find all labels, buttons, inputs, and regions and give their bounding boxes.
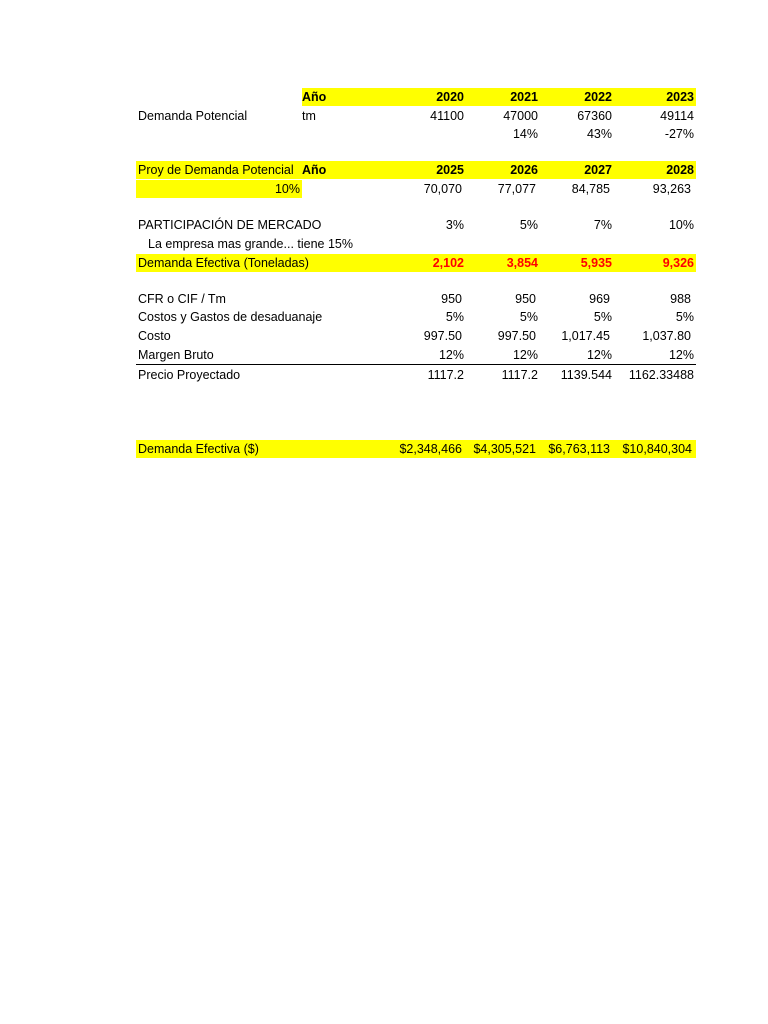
- proyeccion-row: [136, 180, 696, 198]
- row-label: Demanda Efectiva (Toneladas): [138, 256, 309, 270]
- demanda-efectiva-usd-row: [136, 440, 696, 458]
- year-cell: 2028: [666, 163, 694, 177]
- value-cell: 12%: [438, 348, 464, 362]
- value-cell: 12%: [586, 348, 612, 362]
- unit-cell: tm: [302, 109, 316, 123]
- row-label: Costos y Gastos de desaduanaje: [138, 310, 323, 324]
- value-cell: 2,102: [432, 256, 464, 270]
- value-cell: 5,935: [580, 256, 612, 270]
- row-label: Proy de Demanda Potencial: [138, 163, 294, 177]
- value-cell: 9,326: [662, 256, 694, 270]
- note-row: [136, 235, 696, 253]
- value-cell: 10%: [668, 218, 694, 232]
- note-text: La empresa mas grande... tiene 15%: [148, 237, 353, 251]
- row-label: Margen Bruto: [138, 348, 214, 362]
- demanda-potencial-row: [136, 107, 696, 125]
- demanda-efectiva-ton-row: [136, 254, 696, 272]
- growth-row: [136, 125, 696, 143]
- value-cell: $2,348,466: [399, 442, 462, 456]
- value-cell: 5%: [519, 310, 538, 324]
- value-cell: 5%: [519, 218, 538, 232]
- year-cell: 2025: [436, 163, 464, 177]
- header-row-1: [136, 88, 696, 106]
- header-ano-label: Año: [302, 163, 327, 177]
- value-cell: 950: [441, 292, 462, 306]
- value-cell: 77,077: [497, 182, 536, 196]
- row-label: CFR o CIF / Tm: [138, 292, 226, 306]
- value-cell: 988: [670, 292, 691, 306]
- value-cell: 67360: [577, 109, 612, 123]
- value-cell: 997.50: [423, 329, 462, 343]
- year-cell: 2022: [584, 90, 612, 104]
- value-cell: 49114: [660, 109, 694, 123]
- value-cell: $10,840,304: [622, 442, 692, 456]
- value-cell: $6,763,113: [548, 442, 610, 456]
- value-cell: 70,070: [423, 182, 462, 196]
- year-cell: 2020: [436, 90, 464, 104]
- costo-row: [136, 327, 696, 345]
- value-cell: 12%: [512, 348, 538, 362]
- value-cell: 1117.2: [501, 368, 538, 382]
- row-label: Demanda Potencial: [138, 109, 248, 123]
- value-cell: 950: [515, 292, 536, 306]
- value-cell: 1,037.80: [642, 329, 691, 343]
- costos-gastos-row: [136, 308, 696, 326]
- year-cell: 2026: [510, 163, 538, 177]
- growth-cell: 14%: [512, 127, 538, 141]
- rate-cell: 10%: [274, 182, 300, 196]
- growth-cell: 43%: [586, 127, 612, 141]
- row-label: PARTICIPACIÓN DE MERCADO: [138, 218, 322, 232]
- value-cell: 84,785: [571, 182, 610, 196]
- cfr-row: [136, 290, 696, 308]
- value-cell: 7%: [593, 218, 612, 232]
- value-cell: 3,854: [506, 256, 538, 270]
- value-cell: 41100: [430, 109, 464, 123]
- value-cell: 5%: [675, 310, 694, 324]
- row-label: Precio Proyectado: [138, 368, 241, 382]
- value-cell: 5%: [593, 310, 612, 324]
- participacion-row: [136, 216, 696, 234]
- value-cell: $4,305,521: [473, 442, 536, 456]
- value-cell: 1162.33488: [628, 368, 694, 382]
- value-cell: 47000: [503, 109, 538, 123]
- header-ano-label: Año: [302, 90, 327, 104]
- year-cell: 2027: [584, 163, 612, 177]
- year-cell: 2021: [510, 90, 538, 104]
- year-cell: 2023: [666, 90, 694, 104]
- header-row-2: [136, 161, 696, 179]
- value-cell: 5%: [445, 310, 464, 324]
- value-cell: 1139.544: [560, 368, 612, 382]
- row-label: Demanda Efectiva ($): [138, 442, 259, 456]
- row-label: Costo: [138, 329, 171, 343]
- margen-row: [136, 346, 696, 364]
- value-cell: 3%: [445, 218, 464, 232]
- value-cell: 997.50: [497, 329, 536, 343]
- divider-line: [136, 364, 696, 365]
- value-cell: 1117.2: [427, 368, 464, 382]
- value-cell: 1,017.45: [561, 329, 610, 343]
- value-cell: 93,263: [652, 182, 691, 196]
- growth-cell: -27%: [664, 127, 694, 141]
- value-cell: 12%: [668, 348, 694, 362]
- value-cell: 969: [589, 292, 610, 306]
- precio-row: [136, 366, 696, 384]
